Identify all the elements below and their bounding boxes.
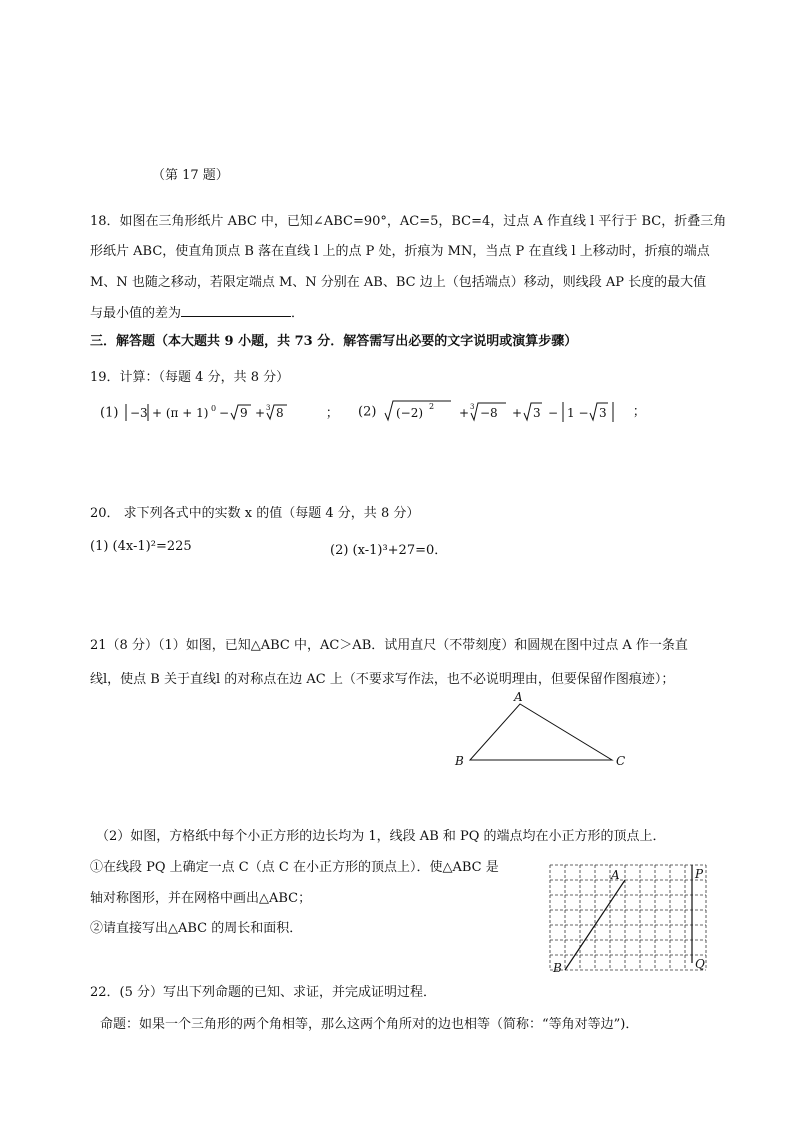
q18-line3: M、N 也随之移动，若限定端点 M、N 分别在 AB、BC 边上（包括端点）移动，则线段 AP 长度的最大值 (90, 275, 707, 290)
svg-text:+: + (254, 406, 265, 420)
q18-line4-end: ． (291, 306, 305, 321)
figure-caption: （第 17 题） (152, 168, 229, 183)
q19-part1-label: (1) (100, 405, 119, 421)
section-heading: 三．解答题（本大题共 9 小题，共 73 分．解答需写出必要的文字说明或演算步骤） (90, 334, 578, 349)
svg-text:3: 3 (469, 403, 475, 411)
svg-text:3: 3 (598, 406, 607, 420)
svg-text:+: + (458, 406, 469, 420)
svg-text:(−2): (−2) (395, 406, 423, 420)
svg-text:−: − (218, 406, 229, 420)
vertex-label-c: C (616, 754, 626, 768)
grid-figure (545, 860, 713, 976)
svg-text:+ (π + 1): + (π + 1) (151, 406, 208, 420)
svg-text:3: 3 (532, 406, 541, 420)
q21-item2: ②请直接写出△ABC 的周长和面积． (90, 921, 303, 936)
q19-header: 19．计算：（每题 4 分，共 8 分） (90, 370, 290, 385)
svg-text:9: 9 (239, 406, 248, 420)
q19-expr2 (381, 398, 629, 426)
vertex-label-b: B (455, 754, 464, 768)
svg-text:2: 2 (428, 402, 434, 411)
svg-text:−8: −8 (479, 406, 498, 420)
q19-part2-label: (2) (358, 404, 377, 420)
q19-part1-sep: ； (325, 405, 339, 421)
q18-line4 (90, 302, 304, 321)
q20-header: 20． 求下列各式中的实数 x 的值（每题 4 分，共 8 分） (90, 506, 420, 521)
svg-text:3: 3 (265, 404, 271, 412)
q18-line1: 18．如图在三角形纸片 ABC 中，已知∠ABC=90°，AC=5，BC=4，过点 A 作直线 l 平行于 BC，折叠三角 (90, 214, 727, 229)
svg-text:−3: −3 (129, 406, 148, 420)
q21-line1: 21（8 分）（1）如图，已知△ABC 中，AC＞AB．试用直尺（不带刻度）和圆规在图中过点 A 作一条直 (90, 638, 688, 653)
svg-text:0: 0 (210, 404, 216, 413)
q21-part2: （2）如图，方格纸中每个小正方形的边长均为 1，线段 AB 和 PQ 的端点均在小正方形的顶点上． (96, 829, 666, 844)
answer-blank[interactable] (181, 304, 291, 317)
vertex-label-a: A (514, 690, 523, 704)
q21-item1-line1: ①在线段 PQ 上确定一点 C（点 C 在小正方形的顶点上）．使△ABC 是 (90, 860, 499, 875)
svg-text:1 −: 1 − (566, 406, 589, 420)
q21-line2: 线l，使点 B 关于直线l 的对称点在边 AC 上（不要求写作法，也不必说明理由，但要保留作图痕迹）； (90, 672, 675, 687)
q19-part2 (358, 398, 646, 426)
q20-part2: (2) (x-1)³+27=0． (330, 543, 448, 558)
triangle-abc-figure (440, 690, 640, 770)
dashed-grid (550, 865, 706, 970)
q22-proposition: 命题：如果一个三角形的两个角相等，那么这两个角所对的边也相等（简称：“等角对等边”)． (100, 1017, 639, 1032)
point-label-b: B (553, 961, 562, 975)
triangle-abc (470, 704, 612, 760)
point-label-a: A (611, 868, 620, 882)
q22-header: 22．(5 分）写出下列命题的已知、求证，并完成证明过程． (90, 985, 437, 1000)
q19-expr1 (123, 401, 308, 425)
q19-part2-sep: ； (632, 404, 646, 420)
svg-text:8: 8 (275, 406, 284, 420)
q21-item1-line2: 轴对称图形，并在网格中画出△ABC； (90, 891, 312, 906)
q18-line4-text: 与最小值的差为 (90, 306, 182, 321)
q20-part1: (1) (4x-1)²=225 (90, 539, 192, 554)
q18-line2: 形纸片 ABC，使直角顶点 B 落在直线 l 上的点 P 处，折痕为 MN，当点 P 在直线 l 上移动时，折痕的端点 (90, 244, 710, 259)
point-label-p: P (695, 867, 704, 881)
svg-text:+: + (511, 406, 522, 420)
point-label-q: Q (695, 957, 705, 971)
svg-text:−: − (547, 406, 558, 420)
q19-part1 (100, 401, 339, 425)
